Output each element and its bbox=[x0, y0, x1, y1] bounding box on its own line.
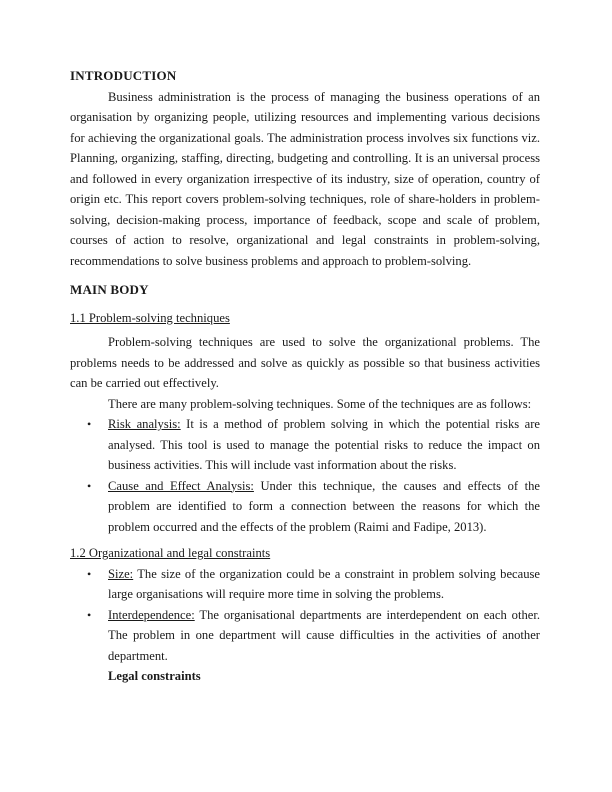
bullet-icon: • bbox=[87, 478, 92, 493]
intro-paragraph: Business administration is the process of managing the business operations of an organisation by organizing people, utilizing resources and implementing various decisions for achieving the organizational goals. The administration process involves six functions viz. Planning, organizing, staffing, directing, budgeting and controlling. It is an universal process and followed in every organization irrespective of its industry, size of operation, country of origin etc. This report covers problem-solving techniques, role of share-holders in problem-solving, decision-making process, importance of feedback, scope and scale of problem, courses of action to resolve, organizational and legal constraints in problem-solving, recommendations to solve business problems and approach to problem-solving. bbox=[70, 89, 540, 268]
section-1-1-paragraph-2: There are many problem-solving techniques. Some of the techniques are as follows: bbox=[108, 396, 532, 411]
bullet-text: The organisational departments are interdependent on each other. The problem in one department will cause difficulties in the activities of another department. bbox=[108, 607, 540, 663]
bullet-size bbox=[70, 564, 540, 605]
bullet-icon: • bbox=[87, 417, 92, 431]
main-body-heading: MAIN BODY bbox=[70, 282, 149, 297]
bullet-interdependence bbox=[70, 605, 540, 667]
bullet-text: The size of the organization could be a constraint in problem solving because large organisations will require more time in solving the problems. bbox=[108, 566, 541, 601]
document-content bbox=[70, 66, 540, 687]
section-1-2-heading: 1.2 Organizational and legal constraints bbox=[70, 546, 271, 560]
legal-constraints-subheading: Legal constraints bbox=[108, 669, 201, 683]
bullet-cause-effect bbox=[70, 476, 540, 538]
bullet-risk-analysis bbox=[70, 414, 540, 476]
bullet-lead: Cause and Effect Analysis: bbox=[108, 478, 254, 493]
bullet-text: Under this technique, the causes and effects of the problem are identified to form a connection between the reasons for which the problem occurred and the effects of the problem (Raimi and Fadipe, 2013). bbox=[108, 478, 540, 534]
bullet-text: It is a method of problem solving in which the potential risks are analysed. This tool is used to manage the potential risks to reduce the impact on business activities. This will include vast information about the risks. bbox=[108, 417, 540, 472]
intro-heading: INTRODUCTION bbox=[70, 68, 177, 83]
bullet-icon: • bbox=[87, 566, 92, 581]
bullet-lead: Risk analysis: bbox=[108, 417, 181, 431]
section-1-1-heading: 1.1 Problem-solving techniques bbox=[70, 310, 230, 325]
bullet-lead: Size: bbox=[108, 566, 134, 581]
section-1-1-paragraph-1: Problem-solving techniques are used to solve the organizational problems. The problems needs to be addressed and solve as quickly as possible so that business activities can be carried out effectively. bbox=[70, 335, 540, 390]
bullet-icon: • bbox=[87, 607, 92, 622]
bullet-lead: Interdependence: bbox=[108, 607, 195, 622]
